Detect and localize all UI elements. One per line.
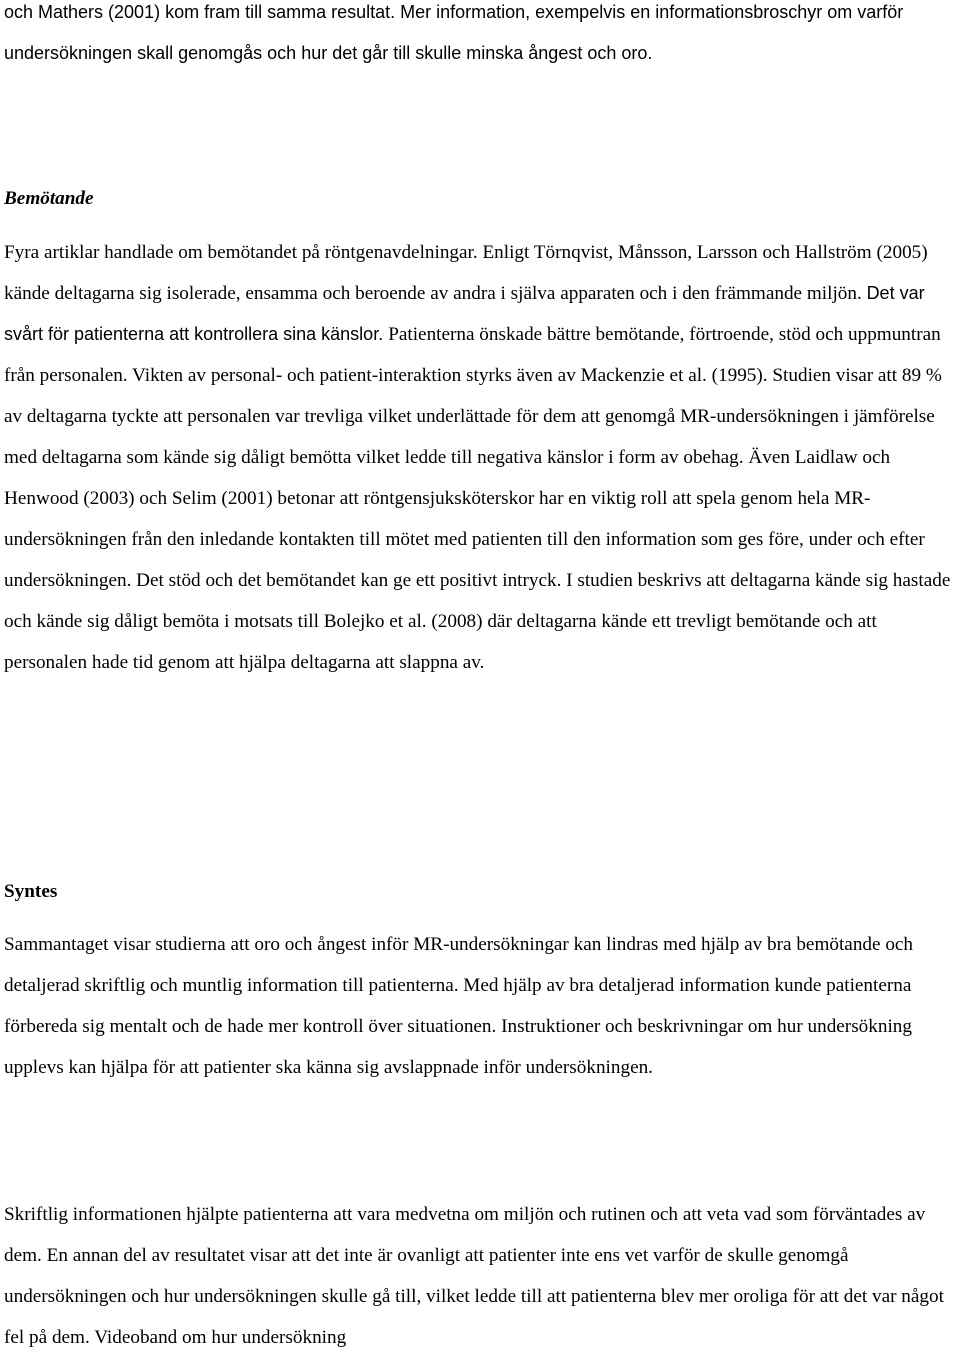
heading-syntes: Syntes — [4, 881, 58, 902]
text-segment: Skriftlig informationen hjälpte patienterna att vara medvetna om miljön och rutinen och att veta vad som förväntades av dem. En annan del av resultatet visar att det inte är ovanligt att patienter inte ens vet varför de skulle genomgå undersökningen och hur undersökningen skulle gå till, vilket ledde till att patienterna blev mer oroliga för att det var något fel på dem. Videoband om hur undersökning — [4, 1204, 944, 1348]
text-segment: Fyra artiklar handlade om bemötandet på röntgenavdelningar. Enligt Törnqvist, Månsson, Larsson och Hallström (2005) kände deltagarna sig isolerade, ensamma och beroende av andra i själva apparaten och i den främmande miljön. — [4, 242, 928, 304]
text-segment: och Mathers (2001) kom fram till samma resultat. Mer information, exempelvis en informationsbroschyr om varför undersökningen skall genomgås och hur det går till skulle minska ångest och oro. — [4, 2, 904, 63]
paragraph-syntes — [4, 924, 956, 1088]
paragraph-intro — [4, 0, 956, 74]
text-segment: Det var svårt för patienterna att kontrollera sina känslor. — [4, 283, 925, 344]
text-segment: Sammantaget visar studierna att oro och ångest inför MR-undersökningar kan lindras med hjälp av bra bemötande och detaljerad skriftlig och muntlig information till patienterna. Med hjälp av bra detaljerad information kunde patienterna förbereda sig mentalt och de hade mer kontroll över situationen. Instruktioner och beskrivningar om hur undersökning upplevs kan hjälpa för att patienter ska känna sig avslappnade inför undersökningen. — [4, 934, 914, 1078]
paragraph-skriftlig-information — [4, 1194, 956, 1358]
heading-bemotande: Bemötande — [4, 188, 94, 209]
text-segment: Patienterna önskade bättre bemötande, förtroende, stöd och uppmuntran från personalen. Vikten av personal- och patient-interaktion styrks även av Mackenzie et al. (1995). Studien visar att 89 % av deltagarna tyckte att personalen var trevliga vilket underlättade för dem att genomgå MR-undersökningen i jämförelse med deltagarna som kände sig dåligt bemötta vilket ledde till negativa känslor i form av obehag. Även Laidlaw och Henwood (2003) och Selim (2001) betonar att röntgensjuksköterskor har en viktig roll att spela genom hela MR-undersökningen från den inledande kontakten till mötet med patienten till den information som ges före, under och efter undersökningen. Det stöd och det bemötandet kan ge ett positivt intryck. I studien beskrivs att deltagarna kände sig hastade och kände sig dåligt bemöta i motsats till Bolejko et al. (2008) där deltagarna kände ett trevligt bemötande och att personalen hade tid genom att hjälpa deltagarna att slappna av. — [4, 324, 951, 673]
paragraph-bemotande — [4, 232, 956, 683]
